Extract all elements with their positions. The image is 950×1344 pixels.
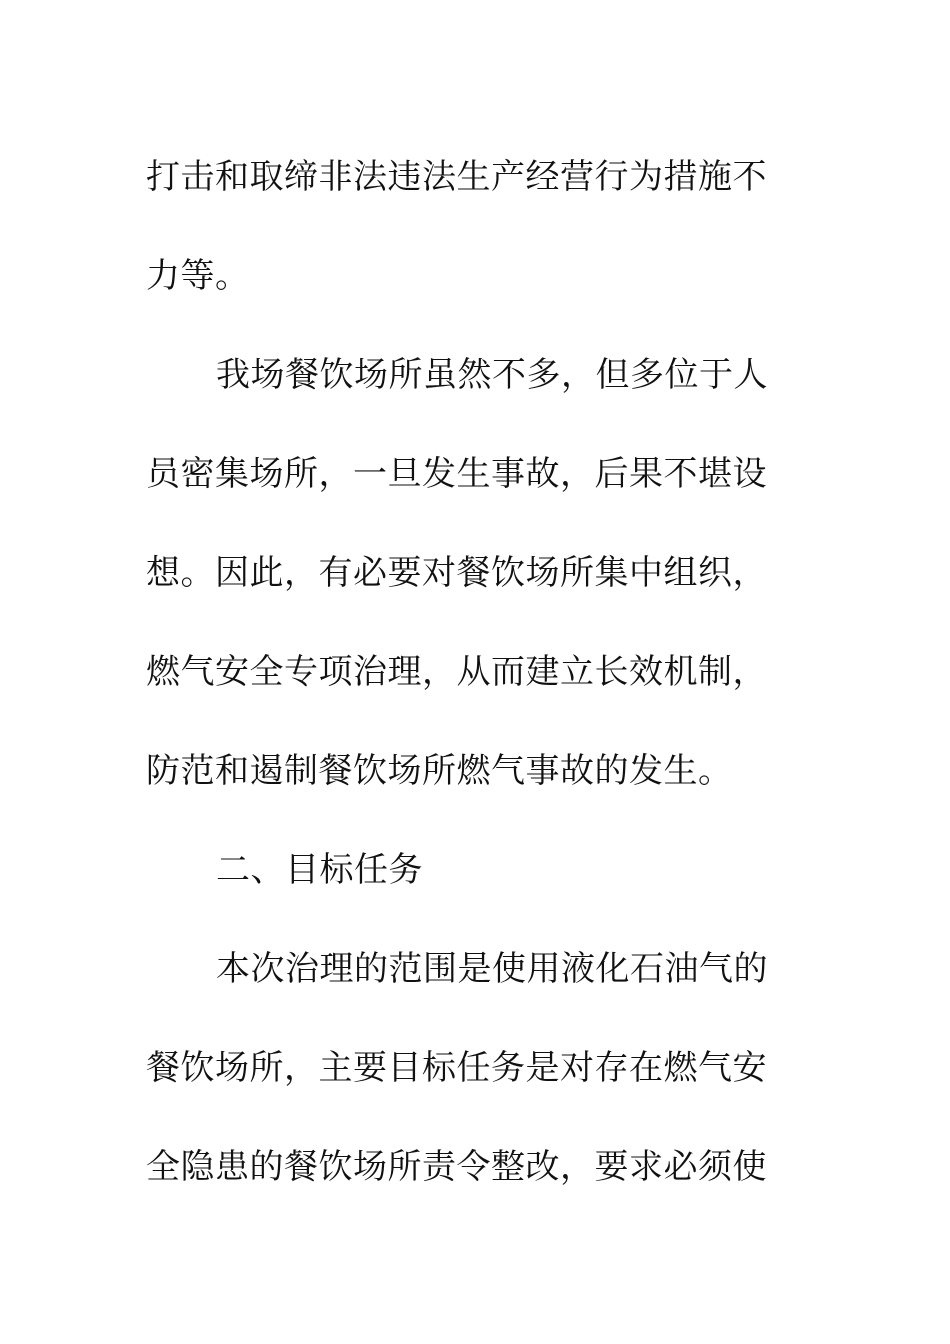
text-line: 我场餐饮场所虽然不多，但多位于人 [216,355,768,395]
text-line: 想。因此，有必要对餐饮场所集中组织， [146,553,767,593]
text-line: 员密集场所，一旦发生事故，后果不堪设 [146,454,767,494]
text-line: 打击和取缔非法违法生产经营行为措施不 [146,157,767,197]
paragraph-continuation [146,128,782,326]
section-heading [146,821,782,920]
text-line: 力等。 [146,256,250,296]
text-line: 全隐患的餐饮场所责令整改，要求必须使 [146,1147,767,1187]
text-line: 餐饮场所，主要目标任务是对存在燃气安 [146,1048,767,1088]
document-body [146,128,782,1217]
text-line: 防范和遏制餐饮场所燃气事故的发生。 [146,751,733,791]
paragraph-background [146,326,782,821]
section-heading-text: 二、目标任务 [216,850,423,890]
text-line: 燃气安全专项治理，从而建立长效机制， [146,652,767,692]
paragraph-scope [146,920,782,1217]
text-line: 本次治理的范围是使用液化石油气的 [216,949,768,989]
